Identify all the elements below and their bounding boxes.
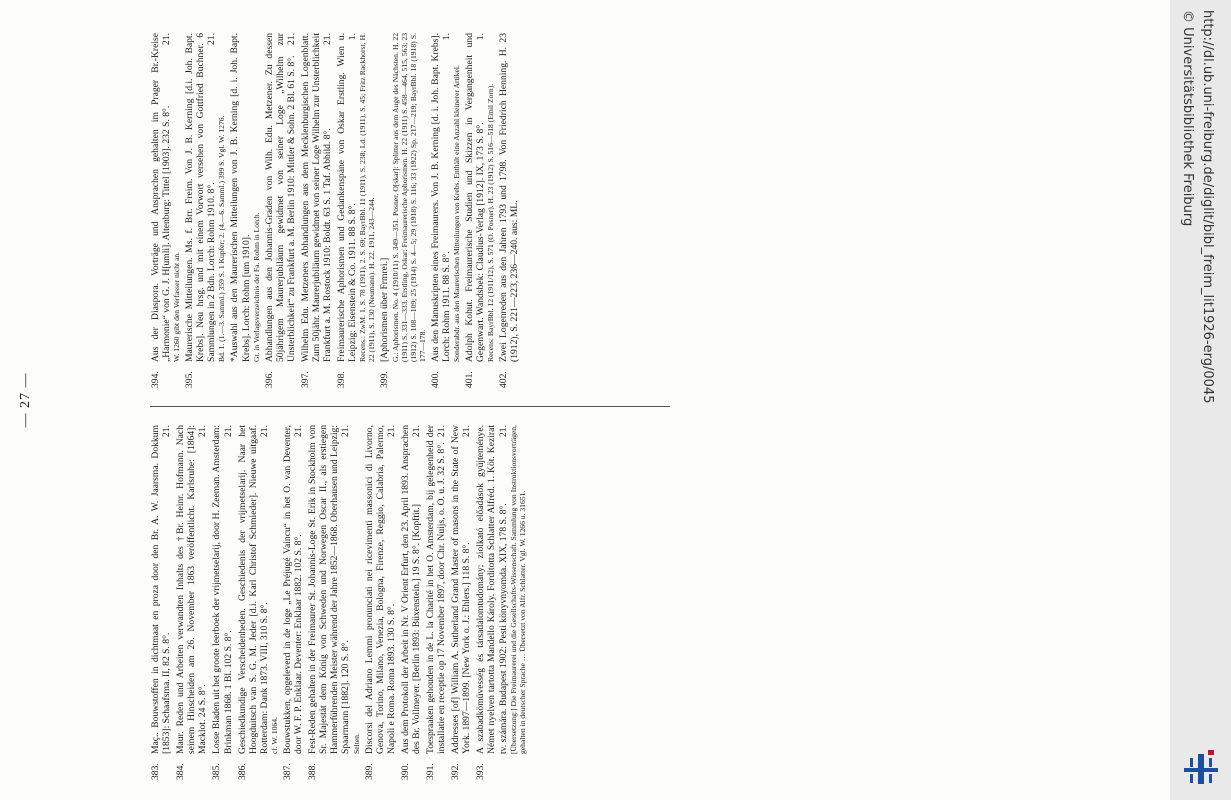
entry-signature: 21.	[410, 425, 422, 437]
bibliography-entry	[300, 33, 333, 388]
entry-note: G.: Aphorismen. No. 4 (1910/11) S. 349—351. Posner, O[skar]: Splitter aus dem Auge des Nächsten. H. 22 (1911) S. 331—333. Erstling, Oskar: Freimaurerische Aphorismen. H. 22 (1911) S. 458—464, 515, 563; 23 (1912) S. 108—109; 25 (1914) S. 4—5; 29 (1918) S. 116; 33 (1922) Sp. 217—219; BayrBbl. 18 (1918) S. 177—178.	[390, 33, 427, 362]
entry-number: 396.	[263, 371, 275, 388]
entry-signature: 21.	[385, 425, 397, 437]
bibliography-entry	[464, 33, 495, 388]
entry-number: 385.	[211, 763, 223, 780]
bibliography-entry	[379, 33, 426, 388]
bibliography-entry	[425, 425, 447, 780]
entry-note: Recens: BayrBbl. 12 (1911/12), S. 571 (O. Posner). H. 23 (1912) S. 516—518 (Emil Zorn).	[485, 83, 495, 362]
entry-signature: 21.	[258, 425, 270, 437]
entry-signature: 21.	[285, 33, 297, 45]
bibliography-entry	[264, 33, 297, 388]
entry-signature: 21.	[161, 33, 173, 45]
entry-signature: 21.	[461, 425, 473, 437]
entry-text: Freimaurerische Aphorismen und Gedankenspäne von Oskar Erstling. Wien u. Leipzig: Eisenstein & Co. 1911. 88 S. 8°.	[336, 33, 359, 362]
entry-text: Maç.. Bouwstoffen in dichtmaat en proza door den Br. A. W. Jaarsma. Dokkum [1853]: Schaafsma. II, 82 S. 8°.	[150, 425, 173, 754]
entry-number: 383.	[150, 763, 161, 780]
bibliography-entry	[150, 33, 181, 388]
entry-number: 387.	[281, 763, 293, 780]
entry-note: W. 1260 gibt den Verfasser nicht an.	[172, 251, 182, 362]
entry-signature: 21.	[197, 425, 209, 437]
library-logo-icon	[1184, 748, 1218, 786]
entry-number: 393.	[475, 763, 487, 780]
entry-number: 391.	[424, 763, 436, 780]
bibliography-entry	[150, 425, 172, 780]
entry-text: Zwei Logenreden aus den Jahren 1793 und 1798. Von Friedrich Henning. H. 23 (1912), S. 221—223, 236—240. aus: ML.	[497, 33, 520, 362]
copyright-notice: © Universitätsbibliothek Freiburg	[1180, 10, 1195, 227]
bibliography-entry	[307, 425, 360, 780]
entry-text: A szabadkömüvesség és társadalomtudomány; ziolkató előadások gyüjteménye. Német nyelven tartotta Mandello Károly. Forditotta Schlatter Alfréd. 1. Köt. Kezirat tv. számára. Budapest 1902: Pesti könyvnyomda. XIX, 178 S. 8°.	[475, 425, 509, 754]
entry-note: Sonderabdr. aus den Maurerischen Mitteilungen von Krebs. Enthält eine Anzahl kleinerer Artikel.	[451, 65, 461, 362]
entry-text: Bouwstukken, opgeleverd in de loge „Le Préjugé Vaincu“ in het O. van Deventer, door W. F. P. Enklaar. Deventer: Enklaar 1882. 102 S. 8°.	[281, 425, 305, 754]
entry-number: 399.	[379, 371, 391, 388]
entry-text: Abhandlungen aus den Johannis-Graden von Wilh. Edu. Metzener. Zu dessen 50jährigem Maurerjubiläum gewidmet von seiner Loge „Wilhelm zur Unsterblichkeit“ zu Frankfurt a. M. Berlin 1910: Mittler & Sohn. 2 Bl. 61 S. 8°.	[263, 33, 297, 362]
bibliography-entry	[184, 33, 226, 388]
entry-number: 398.	[336, 371, 348, 388]
entry-signature: 1.	[474, 33, 486, 41]
entry-text: Losse Bladen uit het groote leerboek der vrijmetselarij, door H. Zeeman. Amsterdam: Brinkman 1868. 1 Bl. 102 S. 8°.	[211, 425, 234, 754]
entry-text: Maurerische Mitteilungen. Ms. f. Brr. Freim. Von J. B. Kerning [d.i. Joh. Bapt. Krebs]. Neu hrsg. und mit einem Vorwort versehen von Gottfried Buchner. 6 Sammlungen in 2 Bdn. Lorch: Rohm 1910. 8°.	[184, 33, 218, 362]
entry-text: Addresses [of] William A. Sutherland Grand Master of masons in the State of New York. 1897—1899. [New York o. J.: Ehlers.] 118 S. 8°.	[450, 425, 473, 754]
bibliography-entry	[364, 425, 397, 780]
entry-note: Gt. in Verlagsverzeichnis der Fa. Rohm in Lorch.	[251, 212, 261, 362]
entry-note: Recens.: ZwM. 1. S. 78 (1911), 2. S. 69; BayrBbl. 11 (1911), S. 238; Ld. (1911), S. 45; Fritz Rackhorst, H. 22 (1911), S. 130 (Neumann). H. 22. 1911, 243—244.	[358, 33, 377, 362]
entry-number: 401.	[463, 371, 475, 388]
bibliography-entry	[211, 425, 233, 780]
entry-text: *Auswahl aus den Maurerischen Mitteilungen von J. B. Kerning [d. i. Joh. Bapt. Krebs]. Lorch: Rohm [um 1910].	[229, 33, 252, 362]
entry-signature: 21.	[340, 425, 352, 437]
entry-text: Discorsi del Adriano Lemmi pronunciati nei ricevimenti massonici di Livorno, Genova, Torino, Milano, Venezia, Bologna, Firenze, Reggio, Calabria, Palermo, Napoli e Roma. Roma 1893. 130 S. 8°.	[363, 425, 397, 754]
entry-text: Adolph Kohut. Freimaurerische Studien und Skizzen in Vergangenheit und Gegenwart. Wandsbek: Claudius-Verlag [1912]. IX, 173 S. 8°.	[463, 33, 486, 362]
entry-text: Wilhelm Edu. Metzeners Abhandlungen aus dem Mecklenburgischen Logenblatt. Zum 50jähr. Maurerjubiläum gewidmet von seiner Loge Wilhelm zur Unsterblichkeit Frankfurt a. M. Rostock 1910: Boldt. 63 S. 1 Taf. Abbild. 8°.	[299, 33, 334, 362]
entry-signature: 21.	[436, 425, 448, 437]
entry-signature: 21.	[497, 425, 509, 437]
entry-note: [Übersetzung:] Die Freimaurerei und die Gesellschafts-Wissenschaft. Sammlung von Instruktionsvorträgen, gehalten in deutscher Sprache … Übersetzt von Alfr. Schlatter. Vgl. W. 1266 u. 31651.	[508, 425, 527, 754]
bibliography-entry	[430, 33, 461, 388]
viewer-sidebar	[1170, 0, 1231, 800]
entry-number: 388.	[307, 763, 319, 780]
bibliography-entry	[237, 425, 279, 780]
entry-number: 386.	[236, 763, 248, 780]
entry-number: 395.	[184, 371, 196, 388]
page-number: — 27 —	[18, 372, 33, 428]
entry-signature: 1.	[440, 33, 452, 41]
right-column	[150, 33, 523, 388]
entry-note: cf. W. 1064.	[269, 717, 279, 754]
source-url[interactable]: http://dl.ub.uni-freiburg.de/diglit/bibl_freim_lit1926-erg/0045	[1200, 10, 1215, 404]
bibliography-entry	[336, 33, 376, 388]
bibliography-entry	[498, 33, 520, 388]
entry-note: Selten.	[351, 733, 361, 754]
entry-number: 390.	[399, 763, 411, 780]
entry-signature: 21.	[161, 425, 173, 437]
entry-signature: 1.	[347, 33, 359, 41]
bibliography-entry	[400, 425, 422, 780]
entry-number: 394.	[150, 371, 161, 388]
entry-text: [Aphorismen über Frmrei.]	[379, 257, 391, 362]
entry-number: 389.	[363, 763, 375, 780]
column-divider	[150, 406, 670, 407]
entry-signature: 21.	[206, 33, 218, 45]
bibliography-entry	[282, 425, 304, 780]
entry-number: 400.	[429, 371, 441, 388]
bibliography-entry	[229, 33, 260, 388]
bibliography-entry	[450, 425, 472, 780]
left-column	[150, 425, 530, 780]
entry-number: 402.	[497, 371, 509, 388]
entry-text: Fest-Reden gehalten in der Freimaurer St. Johannis-Loge St. Erik in Stockholm von Sr. Majestät dem König von Schweden und Norwegen Oscar II., als erstiegen Hammerführenden Meister während der Jahre 1852—1868. Oberhausen und Leipzig: Spaarmann [1882]. 120 S. 8°.	[307, 424, 352, 754]
entry-text: Geschiedkundige Verscheidenheden. Geschiedenis der vrijmetselarij. Naar het Hoogduitsch van S. G. M. Jeder [d.i. Karl Christof Schmieder]. Nieuwe uitgaaf. Rotterdam: Dank 1873. VIII, 310 S. 8°.	[236, 425, 270, 754]
entry-text: Aus dem Protokoll der Arbeit in Nr. V Orient Erfurt, den 23. April 1893. Ansprachen des Br. Vollmeyer. [Berlin 1893: Büxenstein.] 19 S. 8°. [Kopftit.]	[399, 425, 422, 754]
entry-text: Maur. Reden und Arbeiten verwandten Inhalts des †Br. Heinr. Hofmann. Nach seinem Hinscheiden am 26. November 1863 veröffentlicht. Karlsruhe: [1864]: Macklot. 24 S. 8°.	[175, 425, 209, 754]
bibliography-entry	[475, 425, 526, 780]
sidebar-text	[1170, 10, 1231, 730]
entry-text: Toespraaken gehouden in de L. la Charité in het O. Amsterdam, bij gelegenheid der installatie en receptie op 17 November 1897, door Chr. Nuijs, o. O. u. J. 32 S. 8°.	[424, 425, 448, 754]
entry-text: Aus den Manuskripten eines Freimaurers. Von J. B. Kerning [d. i. Joh. Bapt. Krebs]. Lorch: Rohm 1911. 88 S. 8°.	[429, 33, 452, 362]
entry-signature: 21.	[293, 425, 305, 437]
entry-note: Bd. 1. (1.—3. Samml.) 359 S. 1 Kupfer; 2. (4.—6. Samml.) 399 S. Vgl. W. 1276.	[217, 115, 227, 362]
entry-signature: 21.	[322, 33, 334, 45]
entry-text: Aus der Diaspora. Vorträge und Ansprachen gehalten im Prager Br.-Kreise „Harmonie“ von G. J. H[umli]. Altenburg: Tittel [1903]. 232 S. 8°.	[150, 33, 173, 362]
entry-number: 392.	[450, 763, 462, 780]
entry-number: 384.	[175, 763, 187, 780]
entry-number: 397.	[299, 371, 311, 388]
bibliography-entry	[175, 425, 208, 780]
entry-signature: 21.	[222, 425, 234, 437]
